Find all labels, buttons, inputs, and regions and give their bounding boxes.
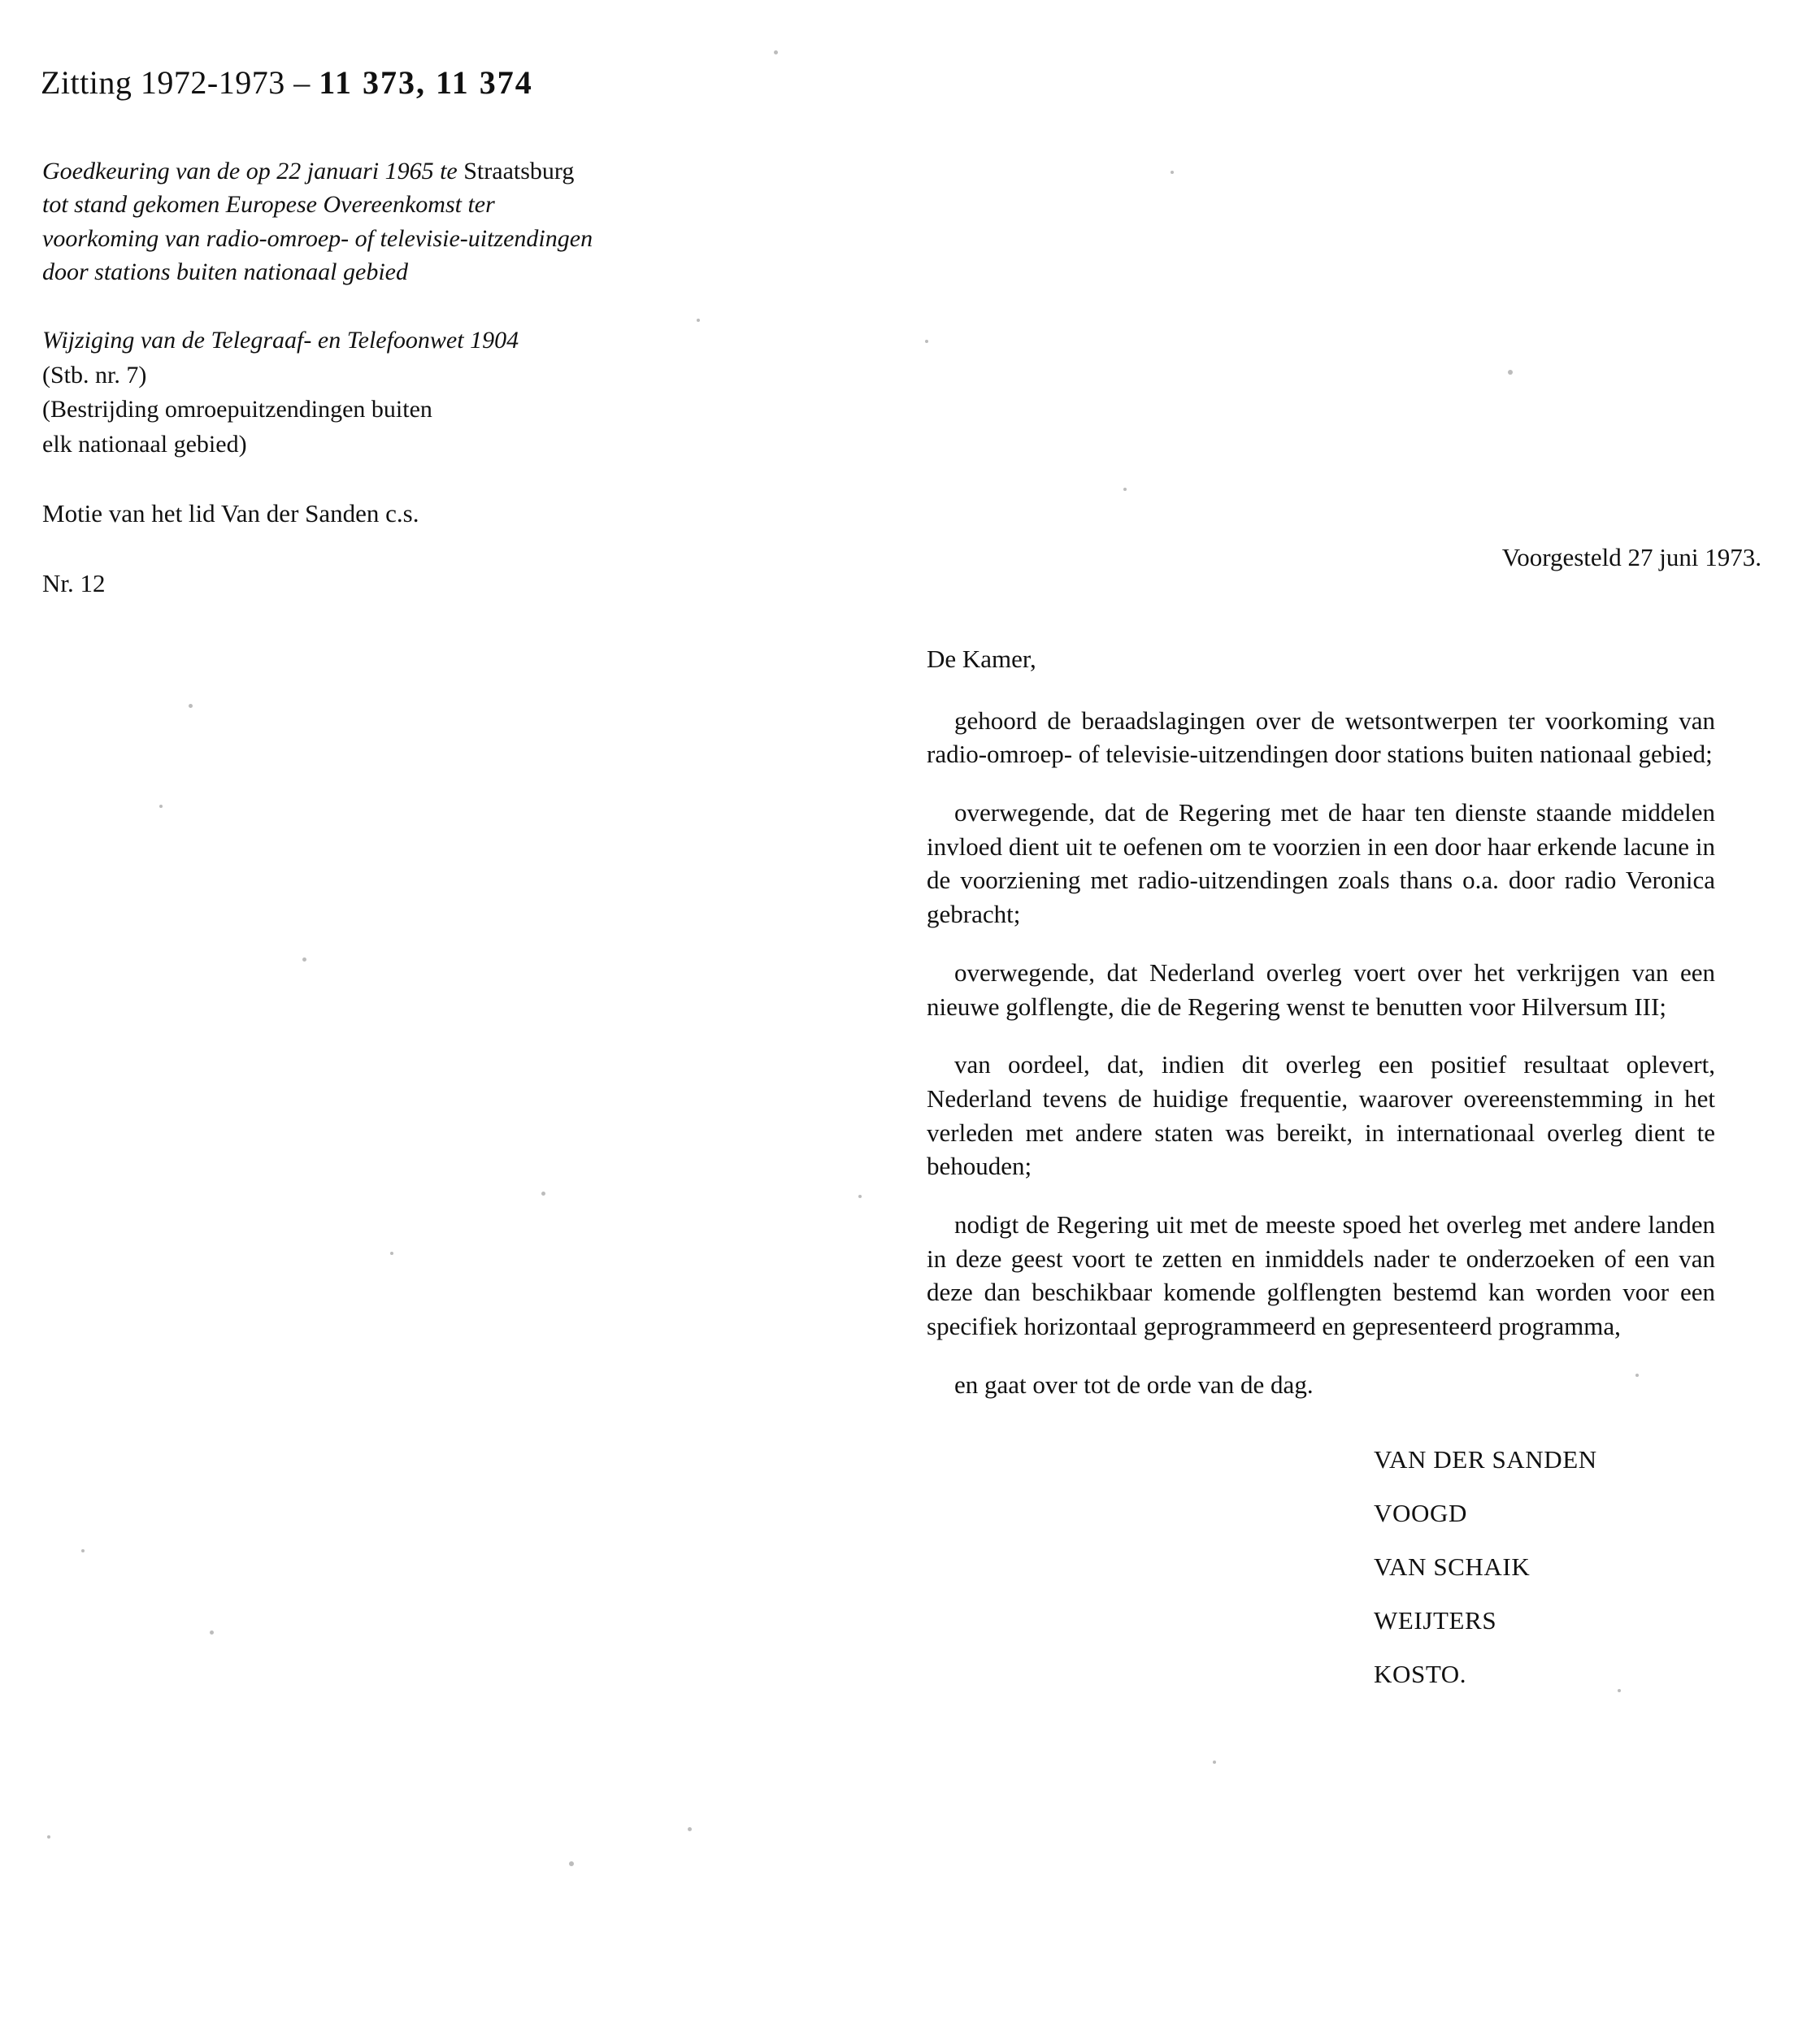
body-paragraph: overwegende, dat de Regering met de haar ten dienste staande middelen invloed dient uit te oefenen om te voorzien in een door haar erkende lacune in de voorziening met radio-uitzendingen zoals thans o.a. door radio Veronica gebracht; [927, 798, 1715, 929]
proposed-date: Voorgesteld 27 juni 1973. [1501, 543, 1761, 571]
motion-line: Motie van het lid Van der Sanden c.s. [42, 499, 419, 528]
subject-line-1: Goedkeuring van de op 22 januari 1965 te [42, 158, 464, 185]
subject-block [42, 154, 814, 289]
signature-list [1374, 1445, 1715, 1713]
signature-name: VAN DER SANDEN [1374, 1445, 1597, 1474]
amendment-block [42, 323, 814, 462]
signature-name: WEIJTERS [1374, 1606, 1497, 1635]
subject-line-1-roman: Straatsburg [463, 158, 575, 185]
body-paragraph: van oordeel, dat, indien dit overleg een positief resultaat oplevert, Nederland tevens de huidige frequentie, waarover overeenstemming in het verleden met andere staten was bereikt, in internationaal overleg dient te behouden; [927, 1050, 1715, 1181]
subject-line-2: tot stand gekomen Europese Overeenkomst ter [42, 191, 495, 219]
body-paragraph: nodigt de Regering uit met de meeste spoed het overleg met andere landen in deze geest voort te zetten en inmiddels nader te onderzoeken of een van deze dan beschikbaar komende golflengten bestemd kan worden voor een specifiek horizontaal geprogrammeerd en gepresenteerd programma, [927, 1209, 1715, 1340]
amendment-line-1: Wijziging van de Telegraaf- en Telefoonwet 1904 [42, 327, 519, 354]
signature-name: VOOGD [1374, 1499, 1467, 1527]
page-title [41, 63, 533, 102]
motion-body [927, 642, 1715, 1426]
signature-name: KOSTO. [1374, 1660, 1467, 1688]
salutation: De Kamer, [927, 645, 1036, 673]
body-paragraph: overwegende, dat Nederland overleg voert over het verkrijgen van een nieuwe golflengte, die de Regering wenst te benutten voor Hilversum III; [927, 957, 1715, 1021]
amendment-line-3: (Bestrijding omroepuitzendingen buiten [42, 396, 432, 423]
body-paragraph: en gaat over tot de orde van de dag. [954, 1370, 1314, 1399]
subject-line-3: voorkoming van radio-omroep- of televisie-uitzendingen [42, 224, 593, 252]
amendment-line-4: elk nationaal gebied) [42, 430, 247, 458]
amendment-line-2: (Stb. nr. 7) [42, 361, 147, 389]
signature-name: VAN SCHAIK [1374, 1552, 1531, 1581]
document-number-label: Nr. 12 [42, 569, 106, 597]
body-paragraph: gehoord de beraadslagingen over de wetsontwerpen ter voorkoming van radio-omroep- of televisie-uitzendingen door stations buiten nationaal gebied; [927, 706, 1715, 769]
session-label: Zitting 1972-1973 – [41, 64, 319, 101]
document-numbers: 11 373, 11 374 [319, 64, 533, 101]
subject-line-4: door stations buiten nationaal gebied [42, 258, 408, 286]
